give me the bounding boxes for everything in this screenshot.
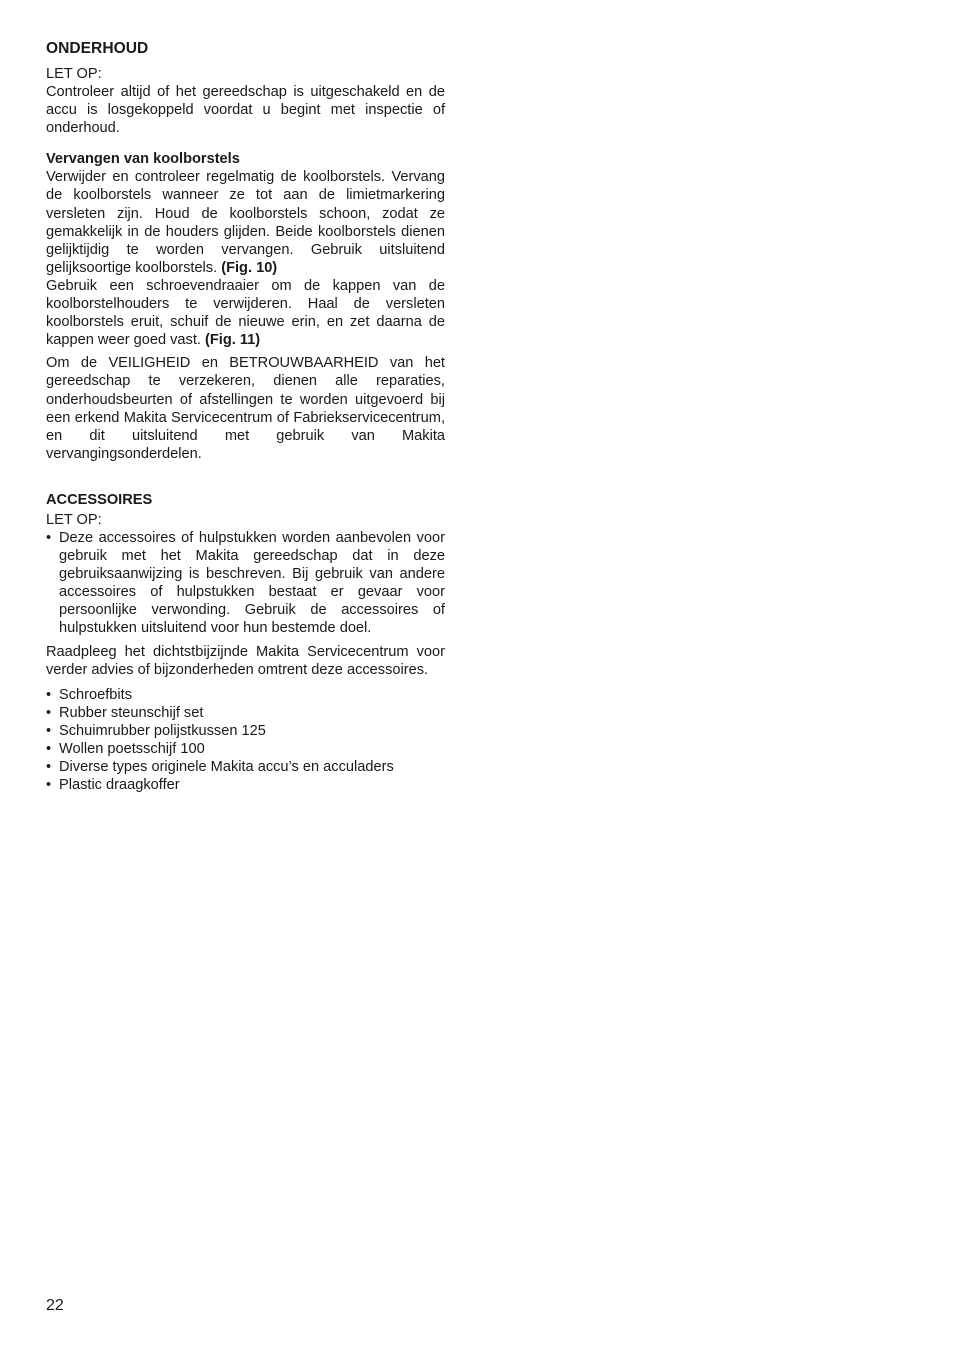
fig-11-reference: (Fig. 11) [205, 332, 261, 349]
bullet-dot: • [46, 722, 52, 739]
bullet-dot: • [46, 741, 52, 757]
accessory-item-label: Schroefbits [59, 686, 133, 703]
accessory-item [46, 758, 445, 776]
accessories-advice-paragraph: Raadpleeg het dichtstbijzijnde Makita Servicecentrum voor verder advies of bijzonderheden omtrent deze accessoires. [46, 643, 445, 678]
accessory-item [46, 686, 445, 704]
accessory-item-label: Rubber steunschijf set [59, 704, 204, 721]
brushes-paragraph-2-text: Gebruik een schroevendraaier om de kappen van de koolborstelhouders te verwijderen. Haal de versleten koolborstels eruit, schuif de nieuwe erin, en zet daarna de kappen weer goed vast. [46, 277, 445, 349]
brushes-paragraph-1 [46, 168, 445, 277]
accessory-item [46, 704, 445, 722]
accessory-item-label: Plastic draagkoffer [59, 777, 180, 794]
bullet-dot: • [46, 777, 52, 794]
maintenance-caution-text: Controleer altijd of het gereedschap is uitgeschakeld en de accu is losgekoppeld voordat u begint met inspectie of onderhoud. [46, 84, 445, 137]
accessories-caution-label: LET OP: [46, 511, 102, 528]
accessories-caution-list [46, 529, 445, 638]
maintenance-heading: ONDERHOUD [46, 40, 149, 57]
bullet-dot: • [46, 529, 52, 546]
accessory-item-label: Diverse types originele Makita accu’s en acculaders [59, 759, 394, 776]
safety-paragraph: Om de VEILIGHEID en BETROUWBAARHEID van het gereedschap te verzekeren, dienen alle reparaties, onderhoudsbeurten of afstellingen te worden uitgevoerd bij een erkend Makita Servicecentrum of Fabriekservicecentrum, en dit uitsluitend met gebruik van Makita vervangingsonderdelen. [46, 355, 445, 462]
accessory-item-label: Wollen poetsschijf 100 [59, 741, 205, 757]
accessories-caution-item [46, 529, 445, 638]
accessories-caution-text: Deze accessoires of hulpstukken worden aanbevolen voor gebruik met het Makita gereedschap dat in deze gebruiksaanwijzing is beschreven. Bij gebruik van andere accessoires of hulpstukken bestaat er gevaar voor persoonlijke verwonding. Gebruik de accessoires of hulpstukken uitsluitend voor hun bestemde doel. [59, 529, 445, 637]
brushes-heading: Vervangen van koolborstels [46, 151, 240, 168]
accessories-list [46, 686, 445, 795]
maintenance-caution-label: LET OP: [46, 66, 102, 82]
bullet-dot: • [46, 759, 52, 776]
accessory-item [46, 776, 445, 794]
page-number: 22 [46, 1297, 64, 1314]
accessories-heading: ACCESSOIRES [46, 491, 153, 508]
accessory-item [46, 722, 445, 740]
fig-10-reference: (Fig. 10) [221, 259, 278, 276]
accessory-item-label: Schuimrubber polijstkussen 125 [59, 722, 266, 739]
text-column [46, 40, 445, 794]
brushes-paragraph-2 [46, 277, 445, 349]
accessory-item [46, 740, 445, 758]
brushes-paragraph-1-text: Verwijder en controleer regelmatig de koolborstels. Vervang de koolborstels wanneer ze tot aan de limietmarkering versleten zijn. Houd de koolborstels schoon, zodat ze gemakkelijk in de houders glijden. Beide koolborstels dienen gelijktijdig te worden vervangen. Gebruik uitsluitend gelijksoortige koolborstels. [46, 169, 445, 276]
bullet-dot: • [46, 686, 52, 703]
bullet-dot: • [46, 704, 52, 721]
